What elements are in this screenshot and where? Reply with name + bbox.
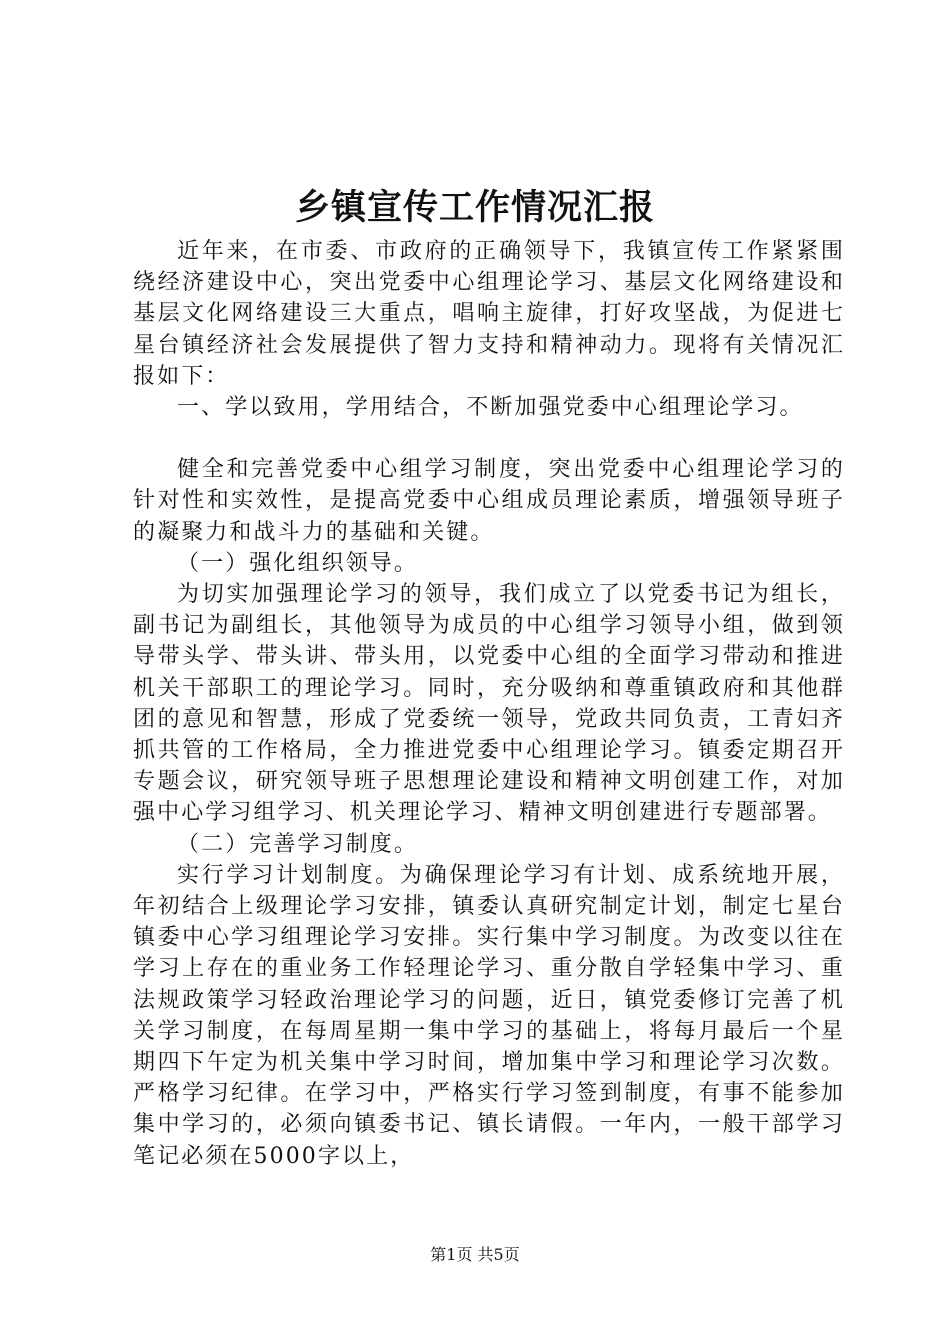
page-number: 第1页 共5页 xyxy=(430,1245,520,1264)
paragraph-leadership: 为切实加强理论学习的领导，我们成立了以党委书记为组长，副书记为副组长，其他领导为成员的中心组学习领导小组，做到领导带头学、带头讲、带头用，以党委中心组的全面学习带动和推进机关干部职工的理论学习。同时，充分吸纳和尊重镇政府和其他群团的意见和智慧，形成了党委统一领导，党政共同负责，工青妇齐抓共管的工作格局，全力推进党委中心组理论学习。镇委定期召开专题会议，研究领导班子思想理论建设和精神文明创建工作，对加强中心学习组学习、机关理论学习、精神文明创建进行专题部署。 xyxy=(133,582,845,826)
paragraph-intro: 近年来，在市委、市政府的正确领导下，我镇宣传工作紧紧围绕经济建设中心，突出党委中心组理论学习、基层文化网络建设和基层文化网络建设三大重点，唱响主旋律，打好攻坚战，为促进七星台镇经济社会发展提供了智力支持和精神动力。现将有关情况汇报如下： xyxy=(133,239,845,389)
section-heading-one: 一、学以致用，学用结合，不断加强党委中心组理论学习。 xyxy=(177,395,804,421)
document-body xyxy=(133,236,845,1172)
paragraph-study-system: 实行学习计划制度。为确保理论学习有计划、成系统地开展，年初结合上级理论学习安排，镇委认真研究制定计划，制定七星台镇委中心学习组理论学习安排。实行集中学习制度。为改变以往在学习上存在的重业务工作轻理论学习、重分散自学轻集中学习、重法规政策学习轻政治理论学习的问题，近日，镇党委修订完善了机关学习制度，在每周星期一集中学习的基础上，将每月最后一个星期四下午定为机关集中学习时间，增加集中学习和理论学习次数。严格学习纪律。在学习中，严格实行学习签到制度，有事不能参加集中学习的，必须向镇委书记、镇长请假。一年内，一般干部学习笔记必须在5000字以上， xyxy=(133,862,845,1169)
subheading-study-system: （二）完善学习制度。 xyxy=(177,831,419,857)
paragraph-system: 健全和完善党委中心组学习制度，突出党委中心组理论学习的针对性和实效性，是提高党委中心组成员理论素质，增强领导班子的凝聚力和战斗力的基础和关键。 xyxy=(133,457,845,545)
subheading-leadership: （一）强化组织领导。 xyxy=(177,550,419,576)
document-title: 乡镇宣传工作情况汇报 xyxy=(294,187,655,228)
